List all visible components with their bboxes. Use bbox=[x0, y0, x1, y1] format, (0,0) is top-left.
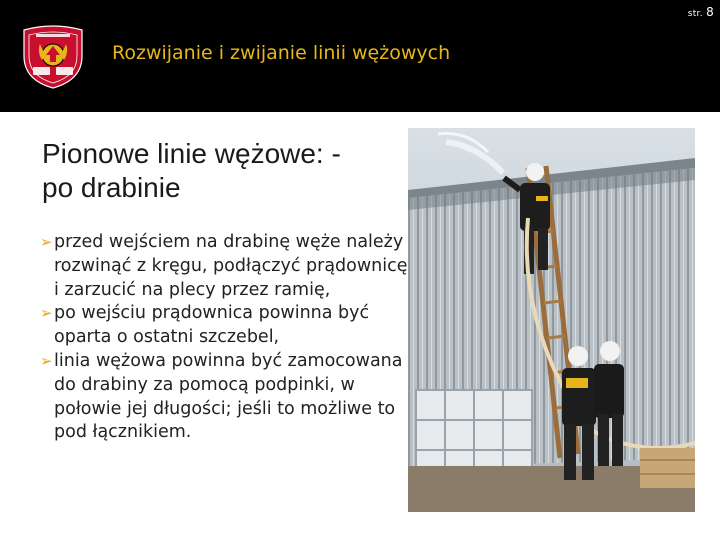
arrow-bullet-icon: ➢ bbox=[40, 233, 53, 251]
arrow-bullet-icon: ➢ bbox=[40, 351, 53, 370]
bullet-text: przed wejściem na drabinę węże należy rozwinąć z kręgu, podłączyć prądownicę i zarzucić na plecy przez ramię, bbox=[54, 232, 408, 300]
page-title: Rozwijanie i zwijanie linii wężowych bbox=[112, 42, 451, 64]
page-number bbox=[688, 5, 714, 19]
list-item bbox=[40, 302, 412, 350]
list-item bbox=[40, 231, 412, 302]
slide-heading-line2: po drabinie bbox=[42, 172, 181, 203]
firefighters-ladder-photo bbox=[408, 128, 695, 512]
arrow-bullet-icon: ➢ bbox=[40, 304, 53, 323]
page-number-label: str. bbox=[687, 9, 703, 19]
bullet-text: po wejściu prądownica powinna być oparta o ostatni szczebel, bbox=[54, 303, 370, 348]
header-bar bbox=[0, 0, 720, 112]
slide-heading-line1: Pionowe linie wężowe: - bbox=[42, 138, 341, 169]
fire-brigade-emblem-icon bbox=[20, 22, 86, 90]
page-number-value: 8 bbox=[706, 5, 714, 19]
slide-heading bbox=[42, 137, 402, 205]
bullet-text: linia wężowa powinna być zamocowana do drabiny za pomocą podpinki, w połowie jej długości; jeśli to możliwe to pod łącznikiem. bbox=[54, 350, 403, 443]
firefighters-ladder-illustration bbox=[408, 128, 695, 512]
bullet-list bbox=[40, 231, 412, 445]
list-item bbox=[40, 350, 412, 445]
